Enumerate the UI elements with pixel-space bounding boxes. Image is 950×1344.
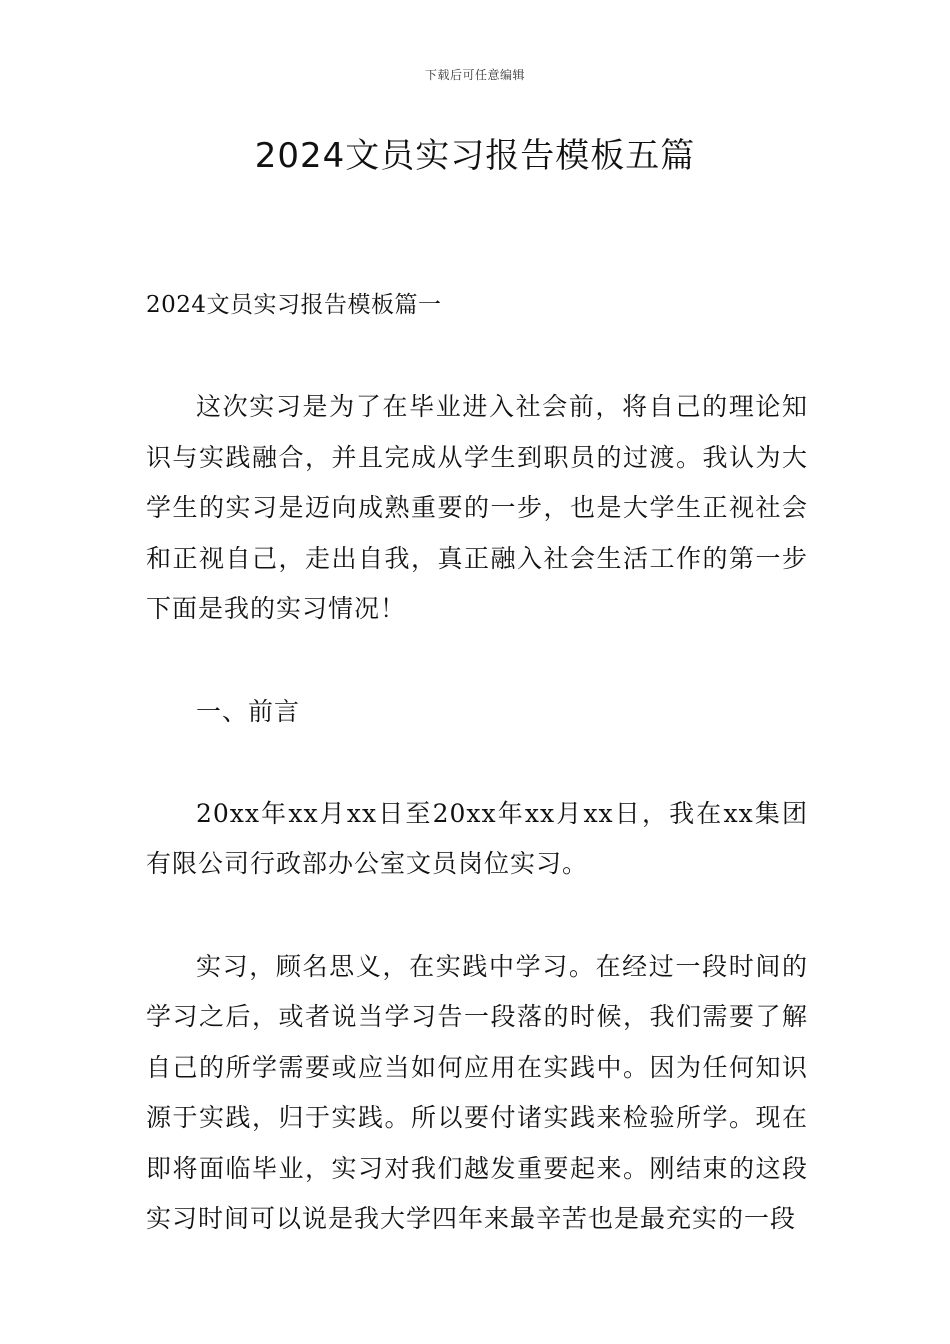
- spacer: [146, 737, 808, 789]
- spacer: [146, 635, 808, 687]
- section-title: 2024文员实习报告模板篇一: [146, 292, 442, 318]
- spacer: [146, 330, 808, 382]
- header-note: 下载后可任意编辑: [424, 68, 525, 82]
- paragraph-intro: 这次实习是为了在毕业进入社会前，将自己的理论知识与实践融合，并且完成从学生到职员的过渡。我认为大学生的实习是迈向成熟重要的一步，也是大学生正视社会和正视自己，走出自我，真正融入社会生活工作的第一步下面是我的实习情况！: [146, 392, 808, 623]
- paragraph-meaning: 实习，顾名思义，在实践中学习。在经过一段时间的学习之后，或者说当学习告一段落的时候，我们需要了解自己的所学需要或应当如何应用在实践中。因为任何知识源于实践，归于实践。所以要付诸实践来检验所学。现在即将面临毕业，实习对我们越发重要起来。刚结束的这段实习时间可以说是我大学四年来最辛苦也是最充实的一段: [146, 951, 808, 1233]
- paragraph-period: 20xx年xx月xx日至20xx年xx月xx日，我在xx集团有限公司行政部办公室文员岗位实习。: [146, 798, 808, 878]
- document-body: [146, 280, 808, 1245]
- heading-preface: 一、前言: [196, 696, 301, 726]
- spacer: [146, 890, 808, 942]
- document-title: 2024文员实习报告模板五篇: [254, 136, 696, 176]
